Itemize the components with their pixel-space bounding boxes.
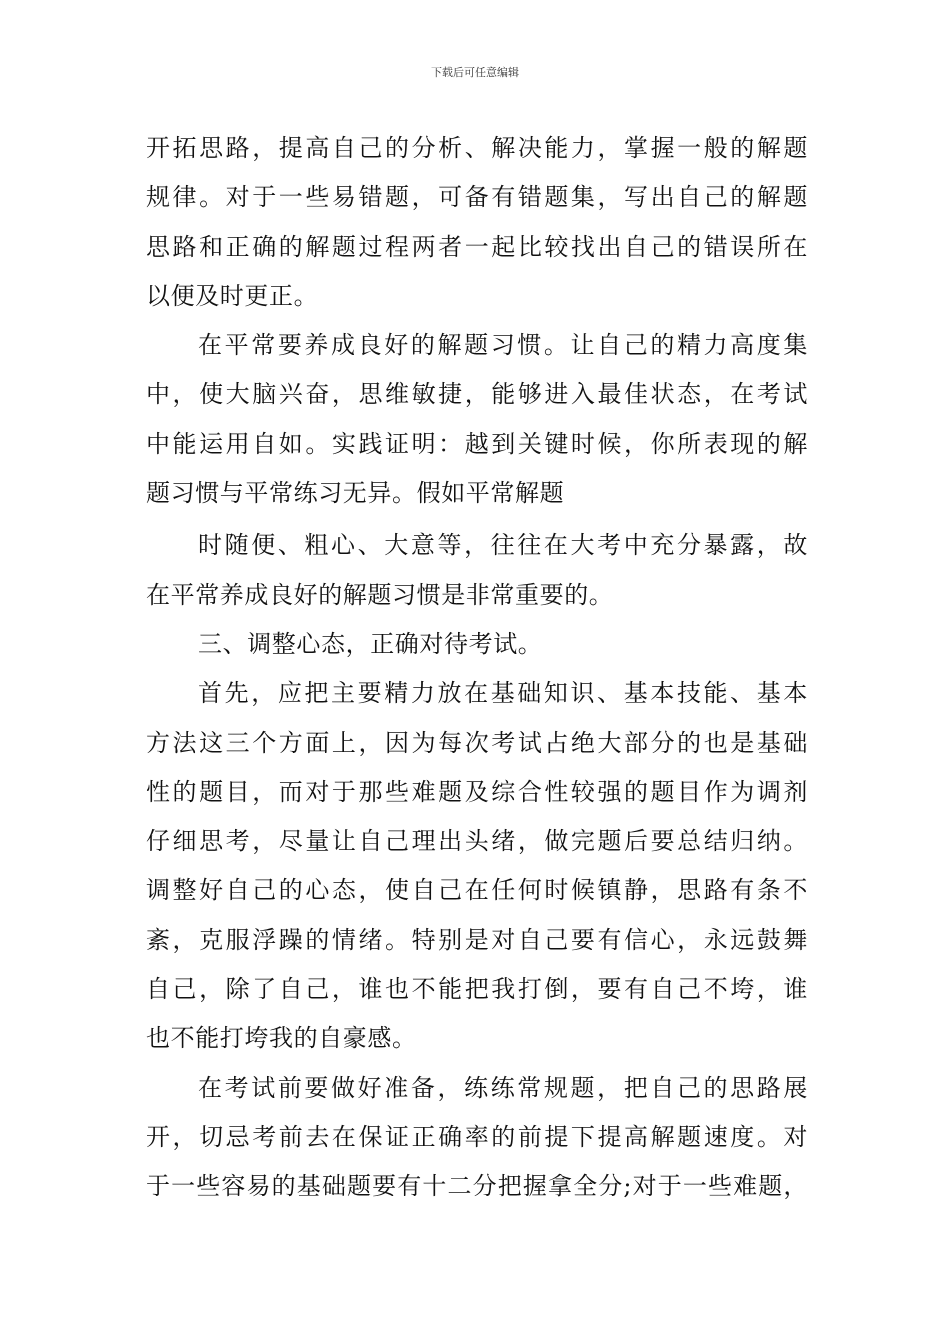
section-heading: 三、调整心态，正确对待考试。 <box>198 629 543 658</box>
text-line: 题习惯与平常练习无异。假如平常解题 <box>146 479 565 508</box>
text-line: 思路和正确的解题过程两者一起比较找出自己的错误所在 <box>146 232 808 261</box>
text-line: 自己，除了自己，谁也不能把我打倒，要有自己不垮，谁 <box>146 975 808 1004</box>
text-line: 调整好自己的心态，使自己在任何时候镇静，思路有条不 <box>146 876 808 905</box>
paragraph-first-line: 在平常要养成良好的解题习惯。让自己的精力高度集 <box>198 331 808 360</box>
text-line: 仔细思考，尽量让自己理出头绪，做完题后要总结归纳。 <box>146 827 808 856</box>
text-line: 性的题目，而对于那些难题及综合性较强的题目作为调剂 <box>146 777 808 806</box>
paragraph-first-line: 在考试前要做好准备，练练常规题，把自己的思路展 <box>198 1073 808 1102</box>
text-line: 在平常养成良好的解题习惯是非常重要的。 <box>146 580 614 609</box>
text-line: 于一些容易的基础题要有十二分把握拿全分;对于一些难题， <box>146 1172 808 1201</box>
paragraph-first-line: 首先，应把主要精力放在基础知识、基本技能、基本 <box>198 679 808 708</box>
text-line: 也不能打垮我的自豪感。 <box>146 1024 417 1053</box>
text-line: 紊，克服浮躁的情绪。特别是对自己要有信心，永远鼓舞 <box>146 925 808 954</box>
text-line: 方法这三个方面上，因为每次考试占绝大部分的也是基础 <box>146 728 808 757</box>
document-body <box>146 124 808 1212</box>
text-line: 中，使大脑兴奋，思维敏捷，能够进入最佳状态，在考试 <box>146 380 808 409</box>
text-line: 以便及时更正。 <box>146 281 319 310</box>
page-header: 下载后可任意编辑 <box>431 66 519 79</box>
paragraph-first-line: 时随便、粗心、大意等，往往在大考中充分暴露，故 <box>198 531 808 560</box>
text-line: 中能运用自如。实践证明：越到关键时候，你所表现的解 <box>146 429 808 458</box>
text-line: 开，切忌考前去在保证正确率的前提下提高解题速度。对 <box>146 1122 808 1151</box>
text-line: 开拓思路，提高自己的分析、解决能力，掌握一般的解题 <box>146 134 808 162</box>
text-line: 规律。对于一些易错题，可备有错题集，写出自己的解题 <box>146 183 808 212</box>
